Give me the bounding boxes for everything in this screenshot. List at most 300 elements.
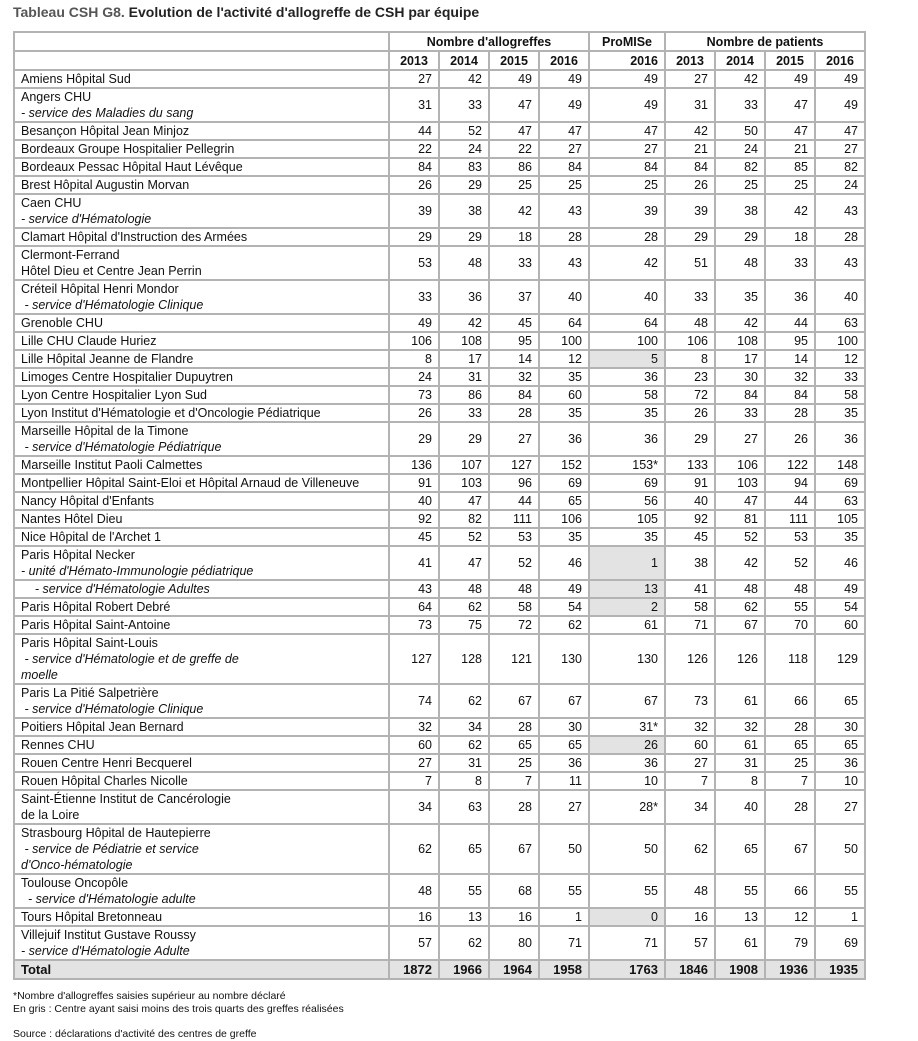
- table-row: [14, 546, 865, 580]
- allogreffes-cell: 73: [389, 616, 439, 634]
- patients-cell: 30: [715, 368, 765, 386]
- table-row: [14, 926, 865, 960]
- table-row: [14, 824, 865, 874]
- allogreffes-cell: 1: [539, 908, 589, 926]
- allogreffes-cell: 54: [539, 598, 589, 616]
- patients-cell: 8: [665, 350, 715, 368]
- allogreffes-cell: 27: [389, 754, 439, 772]
- team-service-line: - service d'Hématologie Pédiatrique: [21, 440, 222, 454]
- patients-cell: 45: [665, 528, 715, 546]
- patients-cell: 111: [765, 510, 815, 528]
- allogreffes-cell: 52: [439, 528, 489, 546]
- allogreffes-cell: 8: [439, 772, 489, 790]
- patients-cell: 55: [815, 874, 865, 908]
- team-name-line: Strasbourg Hôpital de Hautepierre: [21, 826, 211, 840]
- allogreffes-cell: 25: [489, 176, 539, 194]
- team-name-line: Montpellier Hôpital Saint-Eloi et Hôpital Arnaud de Villeneuve: [21, 476, 360, 490]
- team-name-line: Lyon Centre Hospitalier Lyon Sud: [21, 388, 207, 402]
- patients-cell: 13: [715, 908, 765, 926]
- patients-cell: 67: [715, 616, 765, 634]
- table-row: [14, 456, 865, 474]
- patients-cell: 58: [665, 598, 715, 616]
- total-patients: 1846: [665, 960, 715, 979]
- header-year-allo: 2014: [439, 51, 489, 70]
- patients-cell: 33: [715, 404, 765, 422]
- allogreffes-cell: 47: [439, 492, 489, 510]
- team-name: [14, 926, 389, 960]
- total-allo: 1966: [439, 960, 489, 979]
- table-row: [14, 598, 865, 616]
- allogreffes-cell: 65: [539, 736, 589, 754]
- allogreffes-cell: 107: [439, 456, 489, 474]
- allogreffes-cell: 35: [539, 404, 589, 422]
- allogreffes-cell: 16: [489, 908, 539, 926]
- allogreffes-cell: 127: [489, 456, 539, 474]
- patients-cell: 25: [715, 176, 765, 194]
- patients-cell: 28: [765, 790, 815, 824]
- patients-cell: 129: [815, 634, 865, 684]
- patients-cell: 61: [715, 926, 765, 960]
- allogreffes-cell: 33: [439, 88, 489, 122]
- allogreffes-cell: 34: [389, 790, 439, 824]
- total-patients: 1935: [815, 960, 865, 979]
- allogreffes-cell: 86: [439, 386, 489, 404]
- header-year-patients: 2016: [815, 51, 865, 70]
- allogreffes-cell: 35: [539, 368, 589, 386]
- allogreffes-cell: 8: [389, 350, 439, 368]
- team-name: [14, 404, 389, 422]
- patients-cell: 29: [665, 228, 715, 246]
- allogreffes-cell: 27: [389, 70, 439, 88]
- patients-cell: 35: [815, 528, 865, 546]
- allogreffes-cell: 30: [539, 718, 589, 736]
- table-row: [14, 684, 865, 718]
- table-title-text: Evolution de l'activité d'allogreffe de CSH par équipe: [128, 4, 480, 20]
- team-name: [14, 386, 389, 404]
- allogreffes-cell: 36: [539, 754, 589, 772]
- promise-cell: 55: [589, 874, 665, 908]
- allogreffes-cell: 11: [539, 772, 589, 790]
- patients-cell: 29: [665, 422, 715, 456]
- allogreffes-cell: 35: [539, 528, 589, 546]
- allogreffes-cell: 22: [489, 140, 539, 158]
- header-group-patients: Nombre de patients: [665, 32, 865, 51]
- allogreffes-cell: 63: [439, 790, 489, 824]
- patients-cell: 36: [815, 422, 865, 456]
- team-name: [14, 422, 389, 456]
- table-row: [14, 314, 865, 332]
- patients-cell: 24: [715, 140, 765, 158]
- team-name-line: Paris La Pitié Salpetrière: [21, 686, 159, 700]
- patients-cell: 69: [815, 926, 865, 960]
- team-name: [14, 176, 389, 194]
- header-group-row: [14, 32, 865, 51]
- allogreffes-cell: 48: [439, 580, 489, 598]
- patients-cell: 12: [765, 908, 815, 926]
- patients-cell: 28: [765, 404, 815, 422]
- header-empty: [14, 51, 389, 70]
- patients-cell: 60: [815, 616, 865, 634]
- team-name: [14, 634, 389, 684]
- allogreffes-cell: 45: [389, 528, 439, 546]
- patients-cell: 34: [665, 790, 715, 824]
- patients-cell: 50: [715, 122, 765, 140]
- header-year-allo: 2013: [389, 51, 439, 70]
- patients-cell: 27: [715, 422, 765, 456]
- patients-cell: 43: [815, 246, 865, 280]
- patients-cell: 95: [765, 332, 815, 350]
- team-name-line: Toulouse Oncopôle: [21, 876, 129, 890]
- team-name-line: Marseille Institut Paoli Calmettes: [21, 458, 203, 472]
- allogreffes-cell: 7: [489, 772, 539, 790]
- patients-cell: 79: [765, 926, 815, 960]
- allogreffes-cell: 65: [439, 824, 489, 874]
- allogreffes-cell: 74: [389, 684, 439, 718]
- patients-cell: 21: [765, 140, 815, 158]
- promise-cell: 58: [589, 386, 665, 404]
- team-name: [14, 790, 389, 824]
- total-allo: 1872: [389, 960, 439, 979]
- header-empty: [14, 32, 389, 51]
- allogreffes-cell: 62: [439, 684, 489, 718]
- patients-cell: 108: [715, 332, 765, 350]
- team-name: [14, 350, 389, 368]
- patients-cell: 31: [665, 88, 715, 122]
- total-row: [14, 960, 865, 979]
- allogreffes-cell: 49: [489, 70, 539, 88]
- patients-cell: 61: [715, 736, 765, 754]
- team-name-line: Amiens Hôpital Sud: [21, 72, 131, 86]
- patients-cell: 84: [715, 386, 765, 404]
- patients-cell: 36: [815, 754, 865, 772]
- team-service-line: - service de Pédiatrie et service: [21, 842, 199, 856]
- team-name: [14, 368, 389, 386]
- allogreffes-cell: 64: [539, 314, 589, 332]
- allogreffes-cell: 111: [489, 510, 539, 528]
- patients-cell: 40: [665, 492, 715, 510]
- team-service-line: - service d'Hématologie Adultes: [21, 582, 210, 596]
- team-service-line: - service d'Hématologie Clinique: [21, 298, 204, 312]
- patients-cell: 42: [715, 546, 765, 580]
- patients-cell: 62: [665, 824, 715, 874]
- table-row: [14, 158, 865, 176]
- patients-cell: 126: [665, 634, 715, 684]
- patients-cell: 51: [665, 246, 715, 280]
- patients-cell: 32: [715, 718, 765, 736]
- team-name-line: Clermont-Ferrand: [21, 248, 120, 262]
- allogreffes-cell: 100: [539, 332, 589, 350]
- patients-cell: 42: [715, 314, 765, 332]
- team-name: [14, 598, 389, 616]
- patients-cell: 16: [665, 908, 715, 926]
- team-service-line: - service d'Hématologie: [21, 212, 152, 226]
- patients-cell: 50: [815, 824, 865, 874]
- team-name-line: Rennes CHU: [21, 738, 95, 752]
- patients-cell: 40: [815, 280, 865, 314]
- header-year-allo: 2016: [539, 51, 589, 70]
- team-name: [14, 314, 389, 332]
- patients-cell: 7: [665, 772, 715, 790]
- header-year-promise: 2016: [589, 51, 665, 70]
- allogreffes-cell: 106: [539, 510, 589, 528]
- table-row: [14, 474, 865, 492]
- allogreffes-cell: 29: [439, 176, 489, 194]
- table-row: [14, 176, 865, 194]
- allogreffes-cell: 24: [389, 368, 439, 386]
- allogreffes-cell: 52: [489, 546, 539, 580]
- allogreffes-cell: 62: [389, 824, 439, 874]
- patients-cell: 52: [765, 546, 815, 580]
- patients-cell: 38: [715, 194, 765, 228]
- allogreffes-cell: 95: [489, 332, 539, 350]
- patients-cell: 48: [765, 580, 815, 598]
- table-row: [14, 634, 865, 684]
- table-title-label: Tableau CSH G8.: [13, 4, 125, 20]
- allogreffes-cell: 50: [539, 824, 589, 874]
- patients-cell: 54: [815, 598, 865, 616]
- allogreffes-cell: 72: [489, 616, 539, 634]
- allogreffes-cell: 26: [389, 176, 439, 194]
- team-name: [14, 510, 389, 528]
- promise-cell: 31*: [589, 718, 665, 736]
- patients-cell: 84: [665, 158, 715, 176]
- promise-cell: 0: [589, 908, 665, 926]
- patients-cell: 38: [665, 546, 715, 580]
- allogreffes-cell: 67: [539, 684, 589, 718]
- allogreffes-cell: 32: [489, 368, 539, 386]
- allogreffes-cell: 67: [489, 824, 539, 874]
- team-service-line: moelle: [21, 668, 58, 682]
- allogreffes-cell: 47: [539, 122, 589, 140]
- patients-cell: 48: [665, 314, 715, 332]
- team-name: [14, 718, 389, 736]
- allogreffes-cell: 60: [389, 736, 439, 754]
- allogreffes-cell: 25: [539, 176, 589, 194]
- team-name: [14, 580, 389, 598]
- allogreffes-cell: 121: [489, 634, 539, 684]
- allogreffes-cell: 29: [439, 422, 489, 456]
- header-year-row: [14, 51, 865, 70]
- allogreffes-cell: 26: [389, 404, 439, 422]
- patients-cell: 122: [765, 456, 815, 474]
- patients-cell: 25: [765, 754, 815, 772]
- team-name-line: Lille CHU Claude Huriez: [21, 334, 157, 348]
- patients-cell: 49: [815, 580, 865, 598]
- total-label: Total: [14, 960, 389, 979]
- patients-cell: 105: [815, 510, 865, 528]
- note-grey: En gris : Centre ayant saisi moins des trois quarts des greffes réalisées: [13, 1003, 344, 1015]
- patients-cell: 66: [765, 874, 815, 908]
- promise-cell: 61: [589, 616, 665, 634]
- patients-cell: 21: [665, 140, 715, 158]
- note-asterisk: *Nombre d'allogreffes saisies supérieur au nombre déclaré: [13, 990, 286, 1002]
- allogreffes-cell: 38: [439, 194, 489, 228]
- allogreffes-cell: 75: [439, 616, 489, 634]
- promise-cell: 36: [589, 754, 665, 772]
- table-row: [14, 874, 865, 908]
- promise-cell: 49: [589, 88, 665, 122]
- promise-cell: 39: [589, 194, 665, 228]
- allogreffes-cell: 65: [489, 736, 539, 754]
- patients-cell: 33: [715, 88, 765, 122]
- patients-cell: 10: [815, 772, 865, 790]
- header-year-patients: 2015: [765, 51, 815, 70]
- table-row: [14, 386, 865, 404]
- patients-cell: 65: [815, 736, 865, 754]
- promise-cell: 36: [589, 422, 665, 456]
- patients-cell: 47: [765, 88, 815, 122]
- allogreffes-cell: 43: [539, 194, 589, 228]
- patients-cell: 33: [765, 246, 815, 280]
- patients-cell: 12: [815, 350, 865, 368]
- allogreffes-cell: 44: [389, 122, 439, 140]
- allogreffes-cell: 62: [439, 926, 489, 960]
- promise-cell: 1: [589, 546, 665, 580]
- allogreffes-cell: 31: [389, 88, 439, 122]
- team-service-line: d'Onco-hématologie: [21, 858, 133, 872]
- patients-cell: 26: [665, 176, 715, 194]
- patients-cell: 41: [665, 580, 715, 598]
- allogreffes-cell: 17: [439, 350, 489, 368]
- allogreffes-cell: 43: [539, 246, 589, 280]
- patients-cell: 7: [765, 772, 815, 790]
- patients-cell: 65: [715, 824, 765, 874]
- table-row: [14, 228, 865, 246]
- allogreffes-cell: 13: [439, 908, 489, 926]
- patients-cell: 49: [815, 88, 865, 122]
- team-name: [14, 140, 389, 158]
- note-source: Source : déclarations d'activité des centres de greffe: [13, 1028, 257, 1040]
- allogreffes-cell: 86: [489, 158, 539, 176]
- team-name: [14, 754, 389, 772]
- allogreffes-cell: 91: [389, 474, 439, 492]
- total-patients: 1908: [715, 960, 765, 979]
- allogreffes-cell: 84: [389, 158, 439, 176]
- allogreffes-cell: 62: [439, 736, 489, 754]
- table-row: [14, 528, 865, 546]
- total-promise: 1763: [589, 960, 665, 979]
- allogreffes-cell: 45: [489, 314, 539, 332]
- allogreffes-cell: 31: [439, 754, 489, 772]
- team-service-line: - unité d'Hémato-Immunologie pédiatrique: [21, 564, 254, 578]
- patients-cell: 36: [765, 280, 815, 314]
- team-name: [14, 122, 389, 140]
- table-row: [14, 350, 865, 368]
- patients-cell: 58: [815, 386, 865, 404]
- allogreffes-cell: 27: [489, 422, 539, 456]
- header-year-patients: 2014: [715, 51, 765, 70]
- patients-cell: 92: [665, 510, 715, 528]
- promise-cell: 47: [589, 122, 665, 140]
- team-name-line: Clamart Hôpital d'Instruction des Armées: [21, 230, 248, 244]
- patients-cell: 40: [715, 790, 765, 824]
- patients-cell: 23: [665, 368, 715, 386]
- team-name-line: Angers CHU: [21, 90, 92, 104]
- patients-cell: 30: [815, 718, 865, 736]
- team-name: [14, 492, 389, 510]
- allogreffes-cell: 34: [439, 718, 489, 736]
- patients-cell: 62: [715, 598, 765, 616]
- table-row: [14, 246, 865, 280]
- team-name-line: de la Loire: [21, 808, 80, 822]
- patients-cell: 69: [815, 474, 865, 492]
- patients-cell: 48: [665, 874, 715, 908]
- team-name-line: Marseille Hôpital de la Timone: [21, 424, 189, 438]
- allogreffes-cell: 36: [439, 280, 489, 314]
- allogreffes-cell: 33: [439, 404, 489, 422]
- allogreffes-cell: 24: [439, 140, 489, 158]
- promise-cell: 40: [589, 280, 665, 314]
- allogreffes-cell: 80: [489, 926, 539, 960]
- promise-cell: 84: [589, 158, 665, 176]
- allogreffes-cell: 47: [489, 88, 539, 122]
- team-name-line: Bordeaux Groupe Hospitalier Pellegrin: [21, 142, 235, 156]
- patients-cell: 55: [715, 874, 765, 908]
- team-name: [14, 684, 389, 718]
- allogreffes-cell: 48: [489, 580, 539, 598]
- patients-cell: 42: [665, 122, 715, 140]
- team-name-line: Villejuif Institut Gustave Roussy: [21, 928, 196, 942]
- team-name-line: Paris Hôpital Saint-Antoine: [21, 618, 171, 632]
- patients-cell: 32: [665, 718, 715, 736]
- allogreffes-cell: 82: [439, 510, 489, 528]
- allogreffes-cell: 71: [539, 926, 589, 960]
- allogreffes-cell: 96: [489, 474, 539, 492]
- team-name: [14, 474, 389, 492]
- allogreffes-cell: 60: [539, 386, 589, 404]
- patients-cell: 100: [815, 332, 865, 350]
- table-body: [14, 70, 865, 960]
- patients-cell: 71: [665, 616, 715, 634]
- promise-cell: 100: [589, 332, 665, 350]
- promise-cell: 49: [589, 70, 665, 88]
- allogreffes-cell: 40: [389, 492, 439, 510]
- team-name-line: Besançon Hôpital Jean Minjoz: [21, 124, 190, 138]
- patients-cell: 42: [765, 194, 815, 228]
- team-name: [14, 280, 389, 314]
- team-name: [14, 874, 389, 908]
- patients-cell: 63: [815, 314, 865, 332]
- promise-cell: 71: [589, 926, 665, 960]
- promise-cell: 56: [589, 492, 665, 510]
- allogreffes-cell: 136: [389, 456, 439, 474]
- team-service-line: - service d'Hématologie adulte: [21, 892, 196, 906]
- table-row: [14, 790, 865, 824]
- allogreffes-cell: 39: [389, 194, 439, 228]
- table-row: [14, 368, 865, 386]
- table-row: [14, 88, 865, 122]
- team-name: [14, 246, 389, 280]
- patients-cell: 55: [765, 598, 815, 616]
- promise-cell: 42: [589, 246, 665, 280]
- allogreffes-cell: 73: [389, 386, 439, 404]
- header-group-allogreffes: Nombre d'allogreffes: [389, 32, 589, 51]
- patients-cell: 63: [815, 492, 865, 510]
- allogreffes-cell: 130: [539, 634, 589, 684]
- allogreffes-cell: 44: [489, 492, 539, 510]
- table-row: [14, 422, 865, 456]
- table-row: [14, 616, 865, 634]
- allogreffes-cell: 43: [389, 580, 439, 598]
- team-service-line: - service des Maladies du sang: [21, 106, 194, 120]
- allogreffes-cell: 48: [439, 246, 489, 280]
- patients-cell: 29: [715, 228, 765, 246]
- patients-cell: 27: [815, 140, 865, 158]
- patients-cell: 46: [815, 546, 865, 580]
- allogreffes-cell: 31: [439, 368, 489, 386]
- promise-cell: 105: [589, 510, 665, 528]
- allogreffes-cell: 103: [439, 474, 489, 492]
